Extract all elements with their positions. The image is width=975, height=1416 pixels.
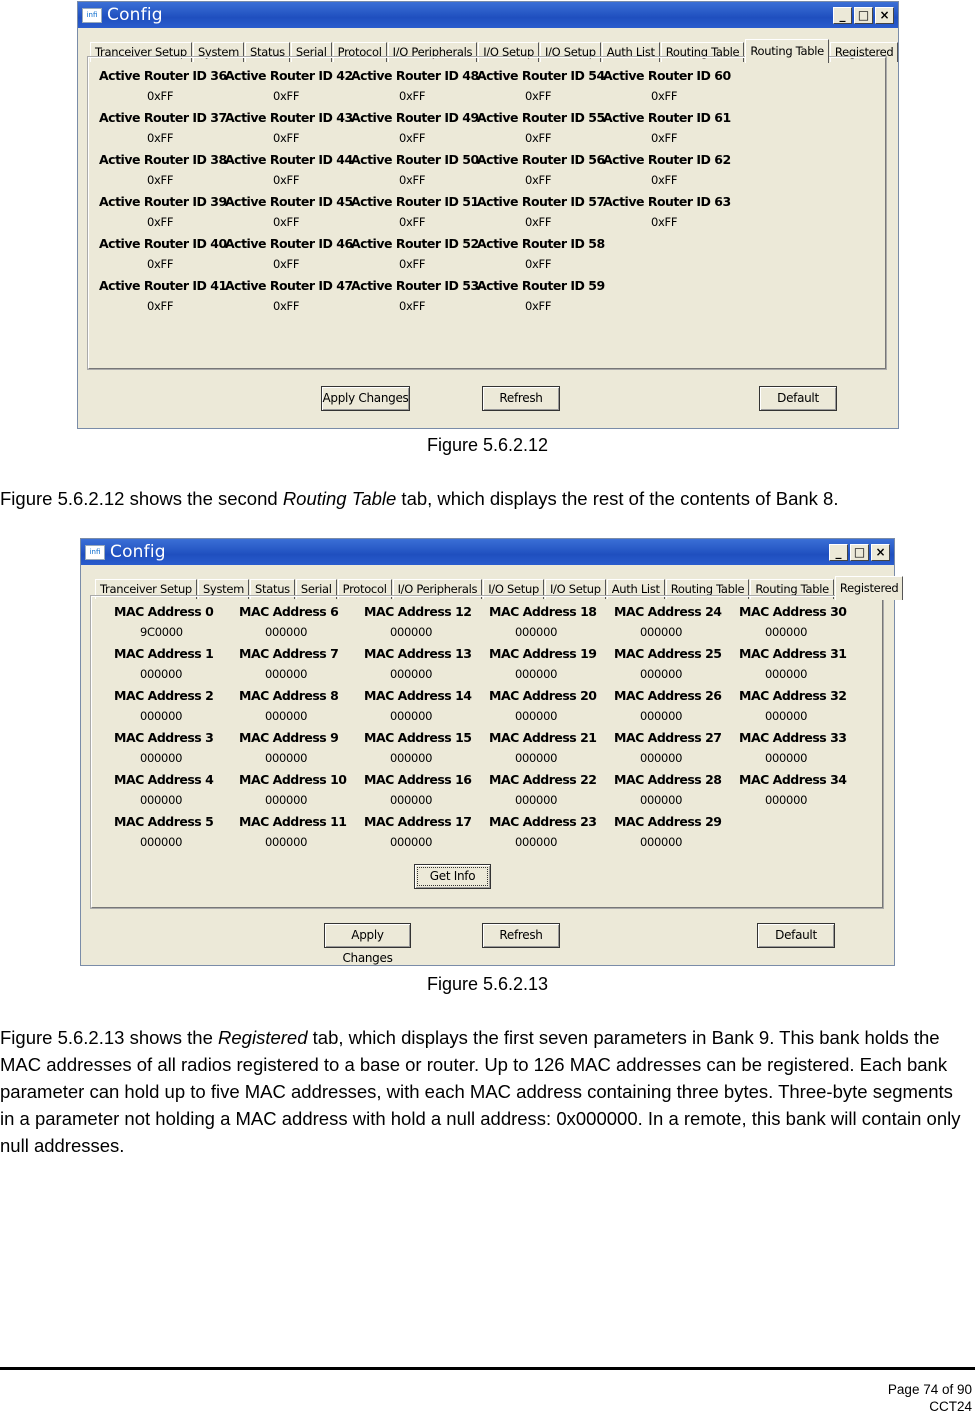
tab-panel [88,57,886,369]
tab-i-o-setup[interactable]: I/O Setup [545,579,606,599]
parameter-label: Active Router ID 46 [225,236,353,251]
minimize-icon[interactable]: _ [829,544,848,561]
parameter-cell [225,68,351,110]
parameter-cell [99,236,225,278]
window-title: Config [110,542,166,562]
refresh-button[interactable]: Refresh [482,923,560,948]
parameter-cell [477,278,603,320]
tab-protocol[interactable]: Protocol [338,579,392,599]
tab-tranceiver-setup[interactable]: Tranceiver Setup [90,42,192,62]
parameter-value: 000000 [640,751,683,765]
figure-caption: Figure 5.6.2.12 [426,435,549,455]
tab-i-o-peripherals[interactable]: I/O Peripherals [388,42,478,62]
parameter-value: 000000 [140,835,183,849]
parameter-cell [603,152,729,194]
parameter-label: MAC Address 2 [114,688,214,703]
parameter-cell [351,152,477,194]
tab-routing-table[interactable]: Routing Table [666,579,750,599]
parameter-cell [114,604,239,646]
parameter-value: 0xFF [147,89,174,103]
parameter-cell [739,688,864,730]
parameter-value: 0xFF [525,299,552,313]
config-window-routing-table [77,1,899,429]
parameter-label: MAC Address 21 [489,730,597,745]
parameter-cell [364,688,489,730]
parameter-value: 000000 [390,709,433,723]
parameter-value: 0xFF [273,215,300,229]
parameter-cell [614,688,739,730]
parameter-cell [99,110,225,152]
parameter-value: 000000 [640,625,683,639]
parameter-value: 000000 [390,793,433,807]
parameter-cell [489,772,614,814]
parameter-label: MAC Address 27 [614,730,722,745]
parameter-value: 000000 [140,667,183,681]
parameter-value: 0xFF [273,131,300,145]
parameter-cell [225,278,351,320]
parameter-cell [239,688,364,730]
parameter-cell [351,236,477,278]
parameter-label: Active Router ID 42 [225,68,353,83]
parameter-cell [351,278,477,320]
parameter-value: 000000 [515,793,558,807]
parameter-value: 000000 [140,709,183,723]
tab-system[interactable]: System [198,579,249,599]
tab-routing-table[interactable]: Routing Table [745,39,829,63]
tab-system[interactable]: System [193,42,244,62]
parameter-value: 000000 [390,625,433,639]
parameter-value: 0xFF [273,257,300,271]
parameter-label: Active Router ID 53 [351,278,479,293]
paragraph-text: Figure 5.6.2.12 shows the second [0,488,283,509]
apply-changes-button[interactable]: Apply Changes [321,386,410,411]
parameter-label: MAC Address 23 [489,814,597,829]
figure-caption: Figure 5.6.2.13 [426,974,549,994]
paragraph-text: Figure 5.6.2.13 shows the [0,1027,219,1048]
parameter-value: 0xFF [651,89,678,103]
router-id-grid [99,68,729,320]
default-button[interactable]: Default [757,923,835,948]
parameter-cell [351,68,477,110]
parameter-label: Active Router ID 59 [477,278,605,293]
parameter-cell [739,604,864,646]
parameter-value: 000000 [515,667,558,681]
parameter-label: MAC Address 22 [489,772,597,787]
parameter-value: 000000 [515,625,558,639]
parameter-label: MAC Address 29 [614,814,722,829]
tab-auth-list[interactable]: Auth List [602,42,660,62]
parameter-value: 000000 [515,835,558,849]
parameter-value: 0xFF [525,215,552,229]
parameter-cell [351,194,477,236]
tab-serial[interactable]: Serial [296,579,337,599]
parameter-label: MAC Address 13 [364,646,472,661]
parameter-cell [739,772,864,814]
parameter-cell [489,730,614,772]
parameter-value: 0xFF [273,173,300,187]
parameter-cell [239,772,364,814]
parameter-value: 0xFF [147,257,174,271]
get-info-button[interactable]: Get Info [414,864,491,889]
parameter-cell [489,646,614,688]
parameter-label: MAC Address 9 [239,730,339,745]
parameter-value: 000000 [515,709,558,723]
parameter-cell [114,646,239,688]
parameter-value: 000000 [765,709,808,723]
parameter-value: 0xFF [399,173,426,187]
parameter-cell [239,814,364,856]
parameter-value: 000000 [765,625,808,639]
title-bar[interactable] [81,539,894,565]
document-code: CCT24 [929,1399,972,1414]
parameter-value: 0xFF [399,299,426,313]
parameter-cell [364,772,489,814]
parameter-value: 0xFF [399,131,426,145]
parameter-cell [99,278,225,320]
parameter-value: 0xFF [651,131,678,145]
parameter-label: Active Router ID 49 [351,110,479,125]
parameter-label: MAC Address 11 [239,814,347,829]
parameter-label: MAC Address 34 [739,772,847,787]
parameter-label: Active Router ID 63 [603,194,731,209]
parameter-value: 0xFF [651,215,678,229]
parameter-cell [489,604,614,646]
parameter-cell [614,730,739,772]
parameter-value: 0xFF [147,215,174,229]
parameter-label: MAC Address 12 [364,604,472,619]
parameter-value: 000000 [265,835,308,849]
tab-i-o-setup[interactable]: I/O Setup [478,42,539,62]
parameter-value: 000000 [265,625,308,639]
parameter-label: MAC Address 6 [239,604,339,619]
default-button[interactable]: Default [759,386,837,411]
parameter-cell [114,730,239,772]
parameter-label: Active Router ID 38 [99,152,227,167]
tab-i-o-peripherals[interactable]: I/O Peripherals [393,579,483,599]
parameter-label: Active Router ID 61 [603,110,731,125]
tab-status[interactable]: Status [250,579,295,599]
mac-address-grid [114,604,864,856]
config-window-registered [80,538,899,966]
tab-protocol[interactable]: Protocol [333,42,387,62]
parameter-cell [239,604,364,646]
parameter-cell [477,152,603,194]
parameter-label: MAC Address 15 [364,730,472,745]
parameter-label: Active Router ID 62 [603,152,731,167]
parameter-value: 0xFF [399,215,426,229]
parameter-value: 000000 [640,667,683,681]
parameter-value: 0xFF [399,257,426,271]
tab-i-o-setup[interactable]: I/O Setup [483,579,544,599]
parameter-label: MAC Address 1 [114,646,214,661]
tab-status[interactable]: Status [245,42,290,62]
parameter-value: 000000 [640,835,683,849]
apply-changes-button[interactable]: Apply Changes [324,923,411,948]
parameter-label: Active Router ID 41 [99,278,227,293]
parameter-label: MAC Address 14 [364,688,472,703]
parameter-cell [477,68,603,110]
parameter-cell [489,814,614,856]
parameter-label: Active Router ID 50 [351,152,479,167]
parameter-cell [364,604,489,646]
parameter-label: MAC Address 4 [114,772,214,787]
page-number: Page 74 of 90 [887,1382,972,1397]
parameter-value: 0xFF [525,173,552,187]
parameter-label: Active Router ID 45 [225,194,353,209]
parameter-label: Active Router ID 40 [99,236,227,251]
parameter-label: MAC Address 24 [614,604,722,619]
parameter-cell [114,688,239,730]
parameter-value: 000000 [140,793,183,807]
parameter-label: Active Router ID 54 [477,68,605,83]
parameter-label: Active Router ID 43 [225,110,353,125]
parameter-cell [477,194,603,236]
parameter-value: 000000 [765,793,808,807]
app-icon: infi [82,8,102,23]
parameter-cell [603,110,729,152]
parameter-label: Active Router ID 51 [351,194,479,209]
parameter-value: 9C0000 [140,625,183,639]
parameter-cell [351,110,477,152]
parameter-label: Active Router ID 57 [477,194,605,209]
parameter-label: Active Router ID 60 [603,68,731,83]
parameter-label: MAC Address 0 [114,604,214,619]
tab-registered[interactable]: Registered [830,42,898,62]
parameter-cell [364,814,489,856]
paragraph [0,485,970,512]
parameter-label: MAC Address 20 [489,688,597,703]
parameter-label: MAC Address 19 [489,646,597,661]
paragraph-italic: Registered [218,1027,308,1048]
parameter-cell [489,688,614,730]
app-icon: infi [85,545,105,560]
parameter-value: 000000 [765,667,808,681]
parameter-value: 000000 [265,709,308,723]
parameter-value: 000000 [265,667,308,681]
parameter-label: MAC Address 17 [364,814,472,829]
parameter-label: Active Router ID 37 [99,110,227,125]
parameter-value: 0xFF [273,89,300,103]
parameter-cell [239,646,364,688]
parameter-value: 0xFF [651,173,678,187]
parameter-label: MAC Address 25 [614,646,722,661]
tab-routing-table[interactable]: Routing Table [750,579,834,599]
parameter-label: MAC Address 7 [239,646,339,661]
parameter-value: 000000 [390,667,433,681]
maximize-icon[interactable]: □ [854,7,873,24]
parameter-value: 0xFF [147,131,174,145]
parameter-value: 000000 [140,751,183,765]
title-bar[interactable] [78,2,898,28]
parameter-cell [225,152,351,194]
parameter-cell [364,646,489,688]
refresh-button[interactable]: Refresh [482,386,560,411]
parameter-cell [614,772,739,814]
parameter-label: MAC Address 18 [489,604,597,619]
paragraph-text: tab, which displays the first seven parameters in Bank 9. This bank holds the MAC addresses of all radios registered to a base or router. Up to 126 MAC addresses can be registered. Each bank parameter can hold up to five MAC addresses, with each MAC address containing three bytes. Three-byte segments in a parameter not holding a MAC address with hold a null address: 0x000000. In a remote, this bank will contain only null addresses. [0,1027,961,1156]
parameter-value: 000000 [515,751,558,765]
parameter-label: MAC Address 26 [614,688,722,703]
parameter-cell [614,646,739,688]
parameter-value: 000000 [390,835,433,849]
parameter-cell [114,814,239,856]
parameter-value: 000000 [265,751,308,765]
parameter-cell [99,194,225,236]
parameter-value: 000000 [640,709,683,723]
close-icon[interactable]: × [871,544,890,561]
paragraph-italic: Routing Table [282,488,397,509]
parameter-label: MAC Address 8 [239,688,339,703]
parameter-value: 0xFF [399,89,426,103]
parameter-cell [477,236,603,278]
tab-auth-list[interactable]: Auth List [607,579,665,599]
parameter-cell [225,110,351,152]
parameter-value: 0xFF [147,173,174,187]
parameter-label: Active Router ID 44 [225,152,353,167]
footer-rule [0,1367,975,1370]
parameter-cell [239,730,364,772]
parameter-value: 000000 [765,751,808,765]
parameter-cell [99,152,225,194]
parameter-value: 0xFF [525,257,552,271]
parameter-label: MAC Address 30 [739,604,847,619]
parameter-label: MAC Address 3 [114,730,214,745]
tab-i-o-setup[interactable]: I/O Setup [540,42,601,62]
parameter-label: MAC Address 5 [114,814,214,829]
parameter-label: Active Router ID 55 [477,110,605,125]
parameter-value: 000000 [390,751,433,765]
parameter-label: MAC Address 33 [739,730,847,745]
parameter-cell [114,772,239,814]
parameter-label: MAC Address 10 [239,772,347,787]
parameter-label: MAC Address 16 [364,772,472,787]
parameter-value: 0xFF [525,131,552,145]
parameter-label: MAC Address 32 [739,688,847,703]
close-icon[interactable]: × [875,7,894,24]
tab-tranceiver-setup[interactable]: Tranceiver Setup [95,579,197,599]
parameter-cell [739,646,864,688]
parameter-cell [614,604,739,646]
parameter-cell [603,194,729,236]
parameter-value: 0xFF [147,299,174,313]
parameter-label: Active Router ID 48 [351,68,479,83]
tab-routing-table[interactable]: Routing Table [661,42,745,62]
parameter-label: Active Router ID 39 [99,194,227,209]
parameter-cell [225,236,351,278]
parameter-cell [614,814,739,856]
parameter-value: 000000 [640,793,683,807]
parameter-label: MAC Address 28 [614,772,722,787]
parameter-value: 0xFF [273,299,300,313]
parameter-label: Active Router ID 52 [351,236,479,251]
parameter-cell [364,730,489,772]
parameter-cell [603,68,729,110]
parameter-label: Active Router ID 36 [99,68,227,83]
parameter-value: 000000 [265,793,308,807]
window-title: Config [107,5,163,25]
paragraph [0,1024,970,1159]
parameter-cell [739,730,864,772]
tab-serial[interactable]: Serial [291,42,332,62]
parameter-cell [477,110,603,152]
minimize-icon[interactable]: _ [833,7,852,24]
parameter-label: Active Router ID 58 [477,236,605,251]
tab-registered[interactable]: Registered [835,576,903,600]
maximize-icon[interactable]: □ [850,544,869,561]
parameter-cell [99,68,225,110]
parameter-cell [225,194,351,236]
tab-panel [91,596,883,908]
paragraph-text: tab, which displays the rest of the contents of Bank 8. [396,488,839,509]
parameter-label: Active Router ID 47 [225,278,353,293]
parameter-value: 0xFF [525,89,552,103]
parameter-label: MAC Address 31 [739,646,847,661]
parameter-label: Active Router ID 56 [477,152,605,167]
